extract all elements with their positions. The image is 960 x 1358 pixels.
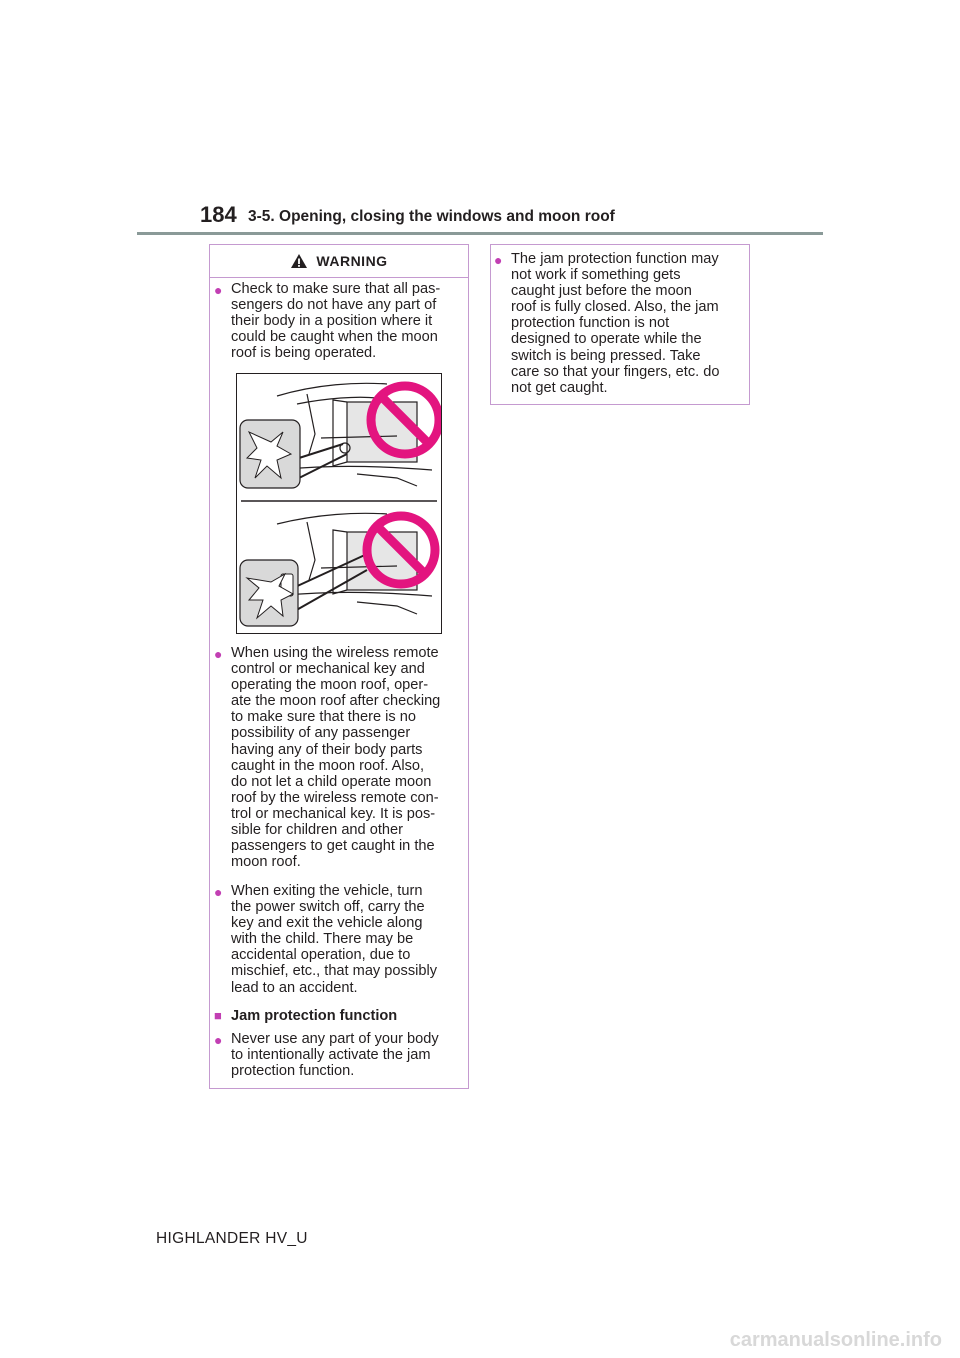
circle-bullet-icon: ● <box>214 884 223 900</box>
illustration-drawing <box>237 374 441 633</box>
page-number: 184 <box>200 202 237 227</box>
moon-roof-caution-illustration <box>236 373 442 634</box>
warning-item-text: Never use any part of your body to intentionally activate the jam protection function. <box>231 1031 439 1080</box>
warning-item-text: When exiting the vehicle, turn the power switch off, carry the key and exit the vehicle along with the child. There may be accidental operation, due to mischief, etc., that may possibly lead to an accident. <box>231 883 438 996</box>
section-title: 3-5. Opening, closing the windows and moon roof <box>248 208 615 225</box>
footer-model-name: HIGHLANDER HV_U <box>156 1230 308 1247</box>
warning-item-3 <box>214 883 466 996</box>
warning-item-1 <box>214 281 466 361</box>
warning-label: WARNING <box>316 253 388 269</box>
circle-bullet-icon: ● <box>214 1032 223 1048</box>
warning-item-text: Check to make sure that all pas- sengers do not have any part of their body in a position where it could be caught when the moon roof is being operated. <box>231 281 441 362</box>
warning-header <box>210 245 468 278</box>
subheading-text: Jam protection function <box>231 1008 398 1024</box>
right-item-text: The jam protection function may not work if something gets caught just before the moon roof is fully closed. Also, the jam protection function is not designed to operate while the switch is being pressed. Take care so that your fingers, etc. do not get caught. <box>511 251 720 396</box>
circle-bullet-icon: ● <box>494 252 503 268</box>
subheading-jam-protection <box>214 1008 397 1024</box>
circle-bullet-icon: ● <box>214 282 223 298</box>
square-bullet-icon: ■ <box>214 1008 222 1023</box>
header-rule <box>137 232 823 235</box>
right-item-1 <box>494 251 746 396</box>
warning-item-text: When using the wireless remote control or mechanical key and operating the moon roof, oper- ate the moon roof after checking to make sure that there is no possibility of any passenger having any of their body parts caught in the moon roof. Also, do not let a child operate moon roof by the wireless remote con- trol or mechanical key. It is pos- sible for children and other passengers to get caught in the moon roof. <box>231 645 441 871</box>
watermark: carmanualsonline.info <box>729 1329 942 1351</box>
circle-bullet-icon: ● <box>214 646 223 662</box>
warning-item-2 <box>214 645 466 870</box>
warning-sub-item-1 <box>214 1031 466 1079</box>
warning-triangle-icon <box>290 253 308 269</box>
